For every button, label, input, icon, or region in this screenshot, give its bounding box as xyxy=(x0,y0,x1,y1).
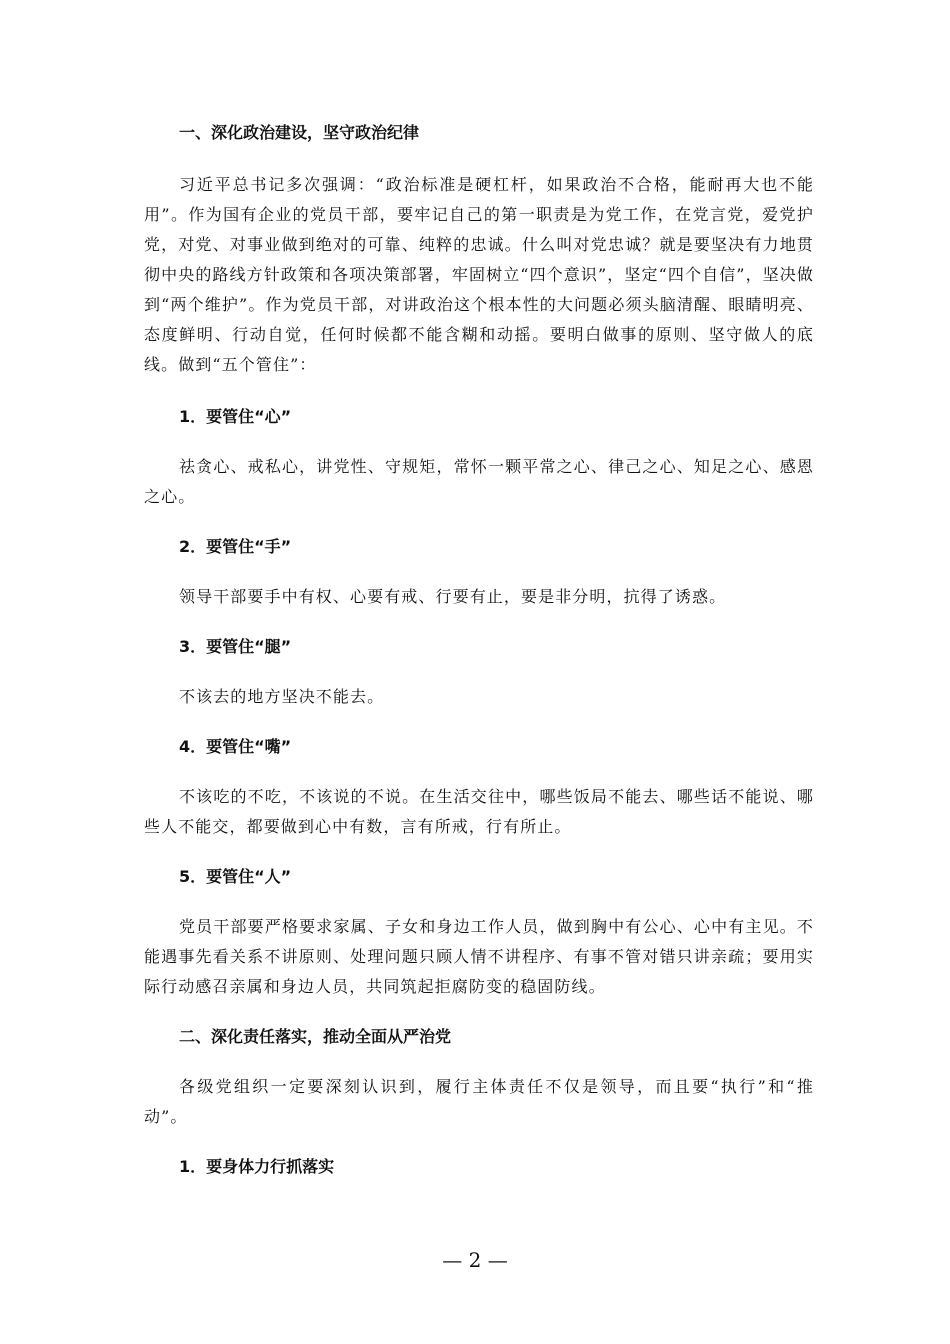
document-body xyxy=(144,118,814,1182)
section-2-item-1-heading: 1．要身体力行抓落实 xyxy=(179,1157,335,1176)
page-number: — 2 — xyxy=(442,1248,508,1272)
item-5-heading: 5．要管住“人” xyxy=(179,867,292,886)
section-1-intro: 习近平总书记多次强调：“政治标准是硬杠杆，如果政治不合格，能耐再大也不能用”。作为国有企业的党员干部，要牢记自己的第一职责是为党工作，在党言党，爱党护党，对党、对事业做到绝对的可靠、纯粹的忠诚。什么叫对党忠诚？就是要坚决有力地贯彻中央的路线方针政策和各项决策部署，牢固树立“四个意识”，坚定“四个自信”，坚决做到“两个维护”。作为党员干部，对讲政治这个根本性的大问题必须头脑清醒、眼睛明亮、态度鲜明、行动自觉，任何时候都不能含糊和动摇。要明白做事的原则、坚守做人的底线。做到“五个管住”： xyxy=(144,175,814,374)
item-2-text: 领导干部要手中有权、心要有戒、行要有止，要是非分明，抗得了诱惑。 xyxy=(179,587,727,606)
item-3-heading: 3．要管住“腿” xyxy=(179,637,292,656)
item-1-text: 祛贪心、戒私心，讲党性、守规矩，常怀一颗平常之心、律己之心、知足之心、感恩之心。 xyxy=(144,457,814,506)
section-2-title: 二、深化责任落实，推动全面从严治党 xyxy=(179,1027,452,1046)
item-5-text: 党员干部要严格要求家属、子女和身边工作人员，做到胸中有公心、心中有主见。不能遇事先看关系不讲原则、处理问题只顾人情不讲程序、有事不管对错只讲亲疏；要用实际行动感召亲属和身边人员，共同筑起拒腐防变的稳固防线。 xyxy=(144,917,814,996)
item-4-text: 不该吃的不吃，不该说的不说。在生活交往中，哪些饭局不能去、哪些话不能说、哪些人不能交，都要做到心中有数，言有所戒，行有所止。 xyxy=(144,787,814,836)
item-4-heading: 4．要管住“嘴” xyxy=(179,737,292,756)
item-2-heading: 2．要管住“手” xyxy=(179,537,292,556)
item-1-heading: 1．要管住“心” xyxy=(179,407,292,426)
item-3-text: 不该去的地方坚决不能去。 xyxy=(179,687,385,706)
section-2-intro: 各级党组织一定要深刻认识到，履行主体责任不仅是领导，而且要“执行”和“推动”。 xyxy=(144,1077,814,1126)
section-1-title: 一、深化政治建设，坚守政治纪律 xyxy=(179,123,420,142)
